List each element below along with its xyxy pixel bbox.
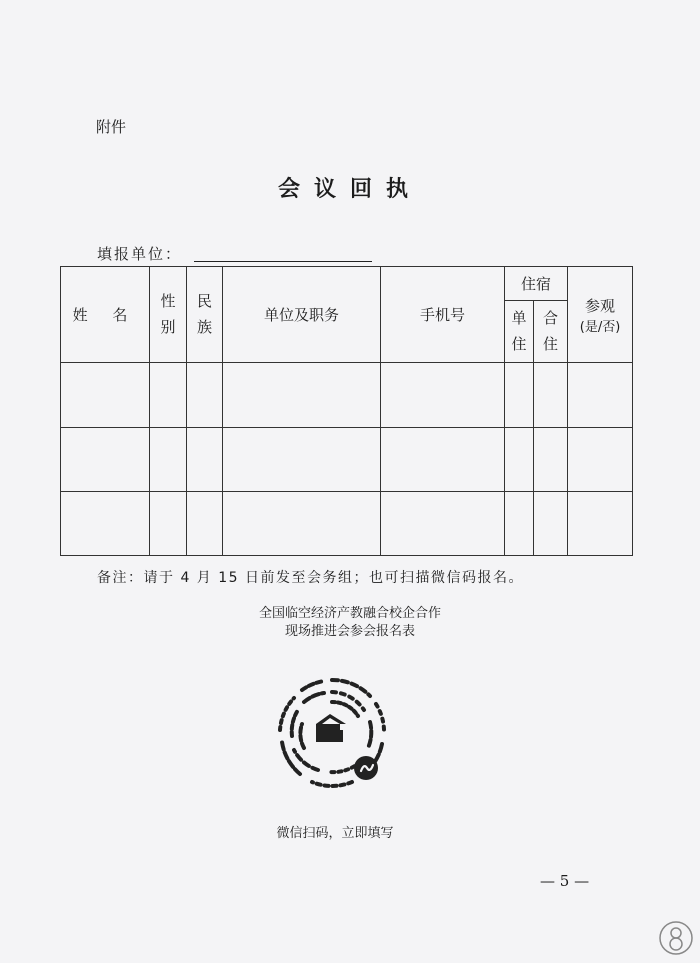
org-title-line1: 全国临空经济产教融合校企合作	[258, 606, 441, 621]
cell[interactable]	[505, 363, 534, 427]
document-title: 会议回执	[277, 177, 422, 202]
page-number: — 5 —	[540, 872, 590, 890]
cell[interactable]	[187, 427, 223, 491]
watermark-avatar-icon	[658, 920, 694, 956]
cell[interactable]	[187, 491, 223, 555]
cell[interactable]	[223, 491, 381, 555]
registration-table	[60, 266, 633, 556]
header-visit: 参观 (是/否)	[568, 267, 633, 363]
header-name: 姓 名	[61, 267, 150, 363]
cell[interactable]	[61, 427, 150, 491]
cell[interactable]	[150, 427, 187, 491]
note-text: 备注：请于 4 月 15 日前发至会务组；也可扫描微信码报名。	[97, 570, 525, 586]
org-title	[0, 605, 700, 641]
cell[interactable]	[187, 363, 223, 427]
cell[interactable]	[381, 427, 505, 491]
table-row	[61, 363, 633, 427]
cell[interactable]	[568, 363, 633, 427]
fill-unit-label: 填报单位：	[97, 245, 183, 263]
cell[interactable]	[534, 491, 568, 555]
cell[interactable]	[568, 427, 633, 491]
fill-unit-blank[interactable]	[194, 261, 372, 262]
cell[interactable]	[568, 491, 633, 555]
table-row	[61, 427, 633, 491]
header-single-room: 单住	[505, 301, 534, 363]
header-lodging: 住宿	[505, 267, 568, 301]
cell[interactable]	[534, 427, 568, 491]
cell[interactable]	[223, 427, 381, 491]
org-title-line2: 现场推进会参会报名表	[284, 624, 415, 639]
header-shared-room: 合住	[534, 301, 568, 363]
header-gender: 性别	[150, 267, 187, 363]
cell[interactable]	[150, 363, 187, 427]
attachment-label: 附件	[96, 118, 127, 136]
cell[interactable]	[150, 491, 187, 555]
table-row	[61, 491, 633, 555]
cell[interactable]	[381, 363, 505, 427]
qr-caption: 微信扫码，立即填写	[276, 826, 394, 841]
cell[interactable]	[534, 363, 568, 427]
header-phone: 手机号	[381, 267, 505, 363]
header-unit-position: 单位及职务	[223, 267, 381, 363]
cell[interactable]	[61, 363, 150, 427]
cell[interactable]	[505, 491, 534, 555]
cell[interactable]	[223, 363, 381, 427]
cell[interactable]	[505, 427, 534, 491]
cell[interactable]	[381, 491, 505, 555]
header-ethnicity: 民族	[187, 267, 223, 363]
cell[interactable]	[61, 491, 150, 555]
wechat-mini-program-qr-icon[interactable]	[272, 672, 392, 792]
